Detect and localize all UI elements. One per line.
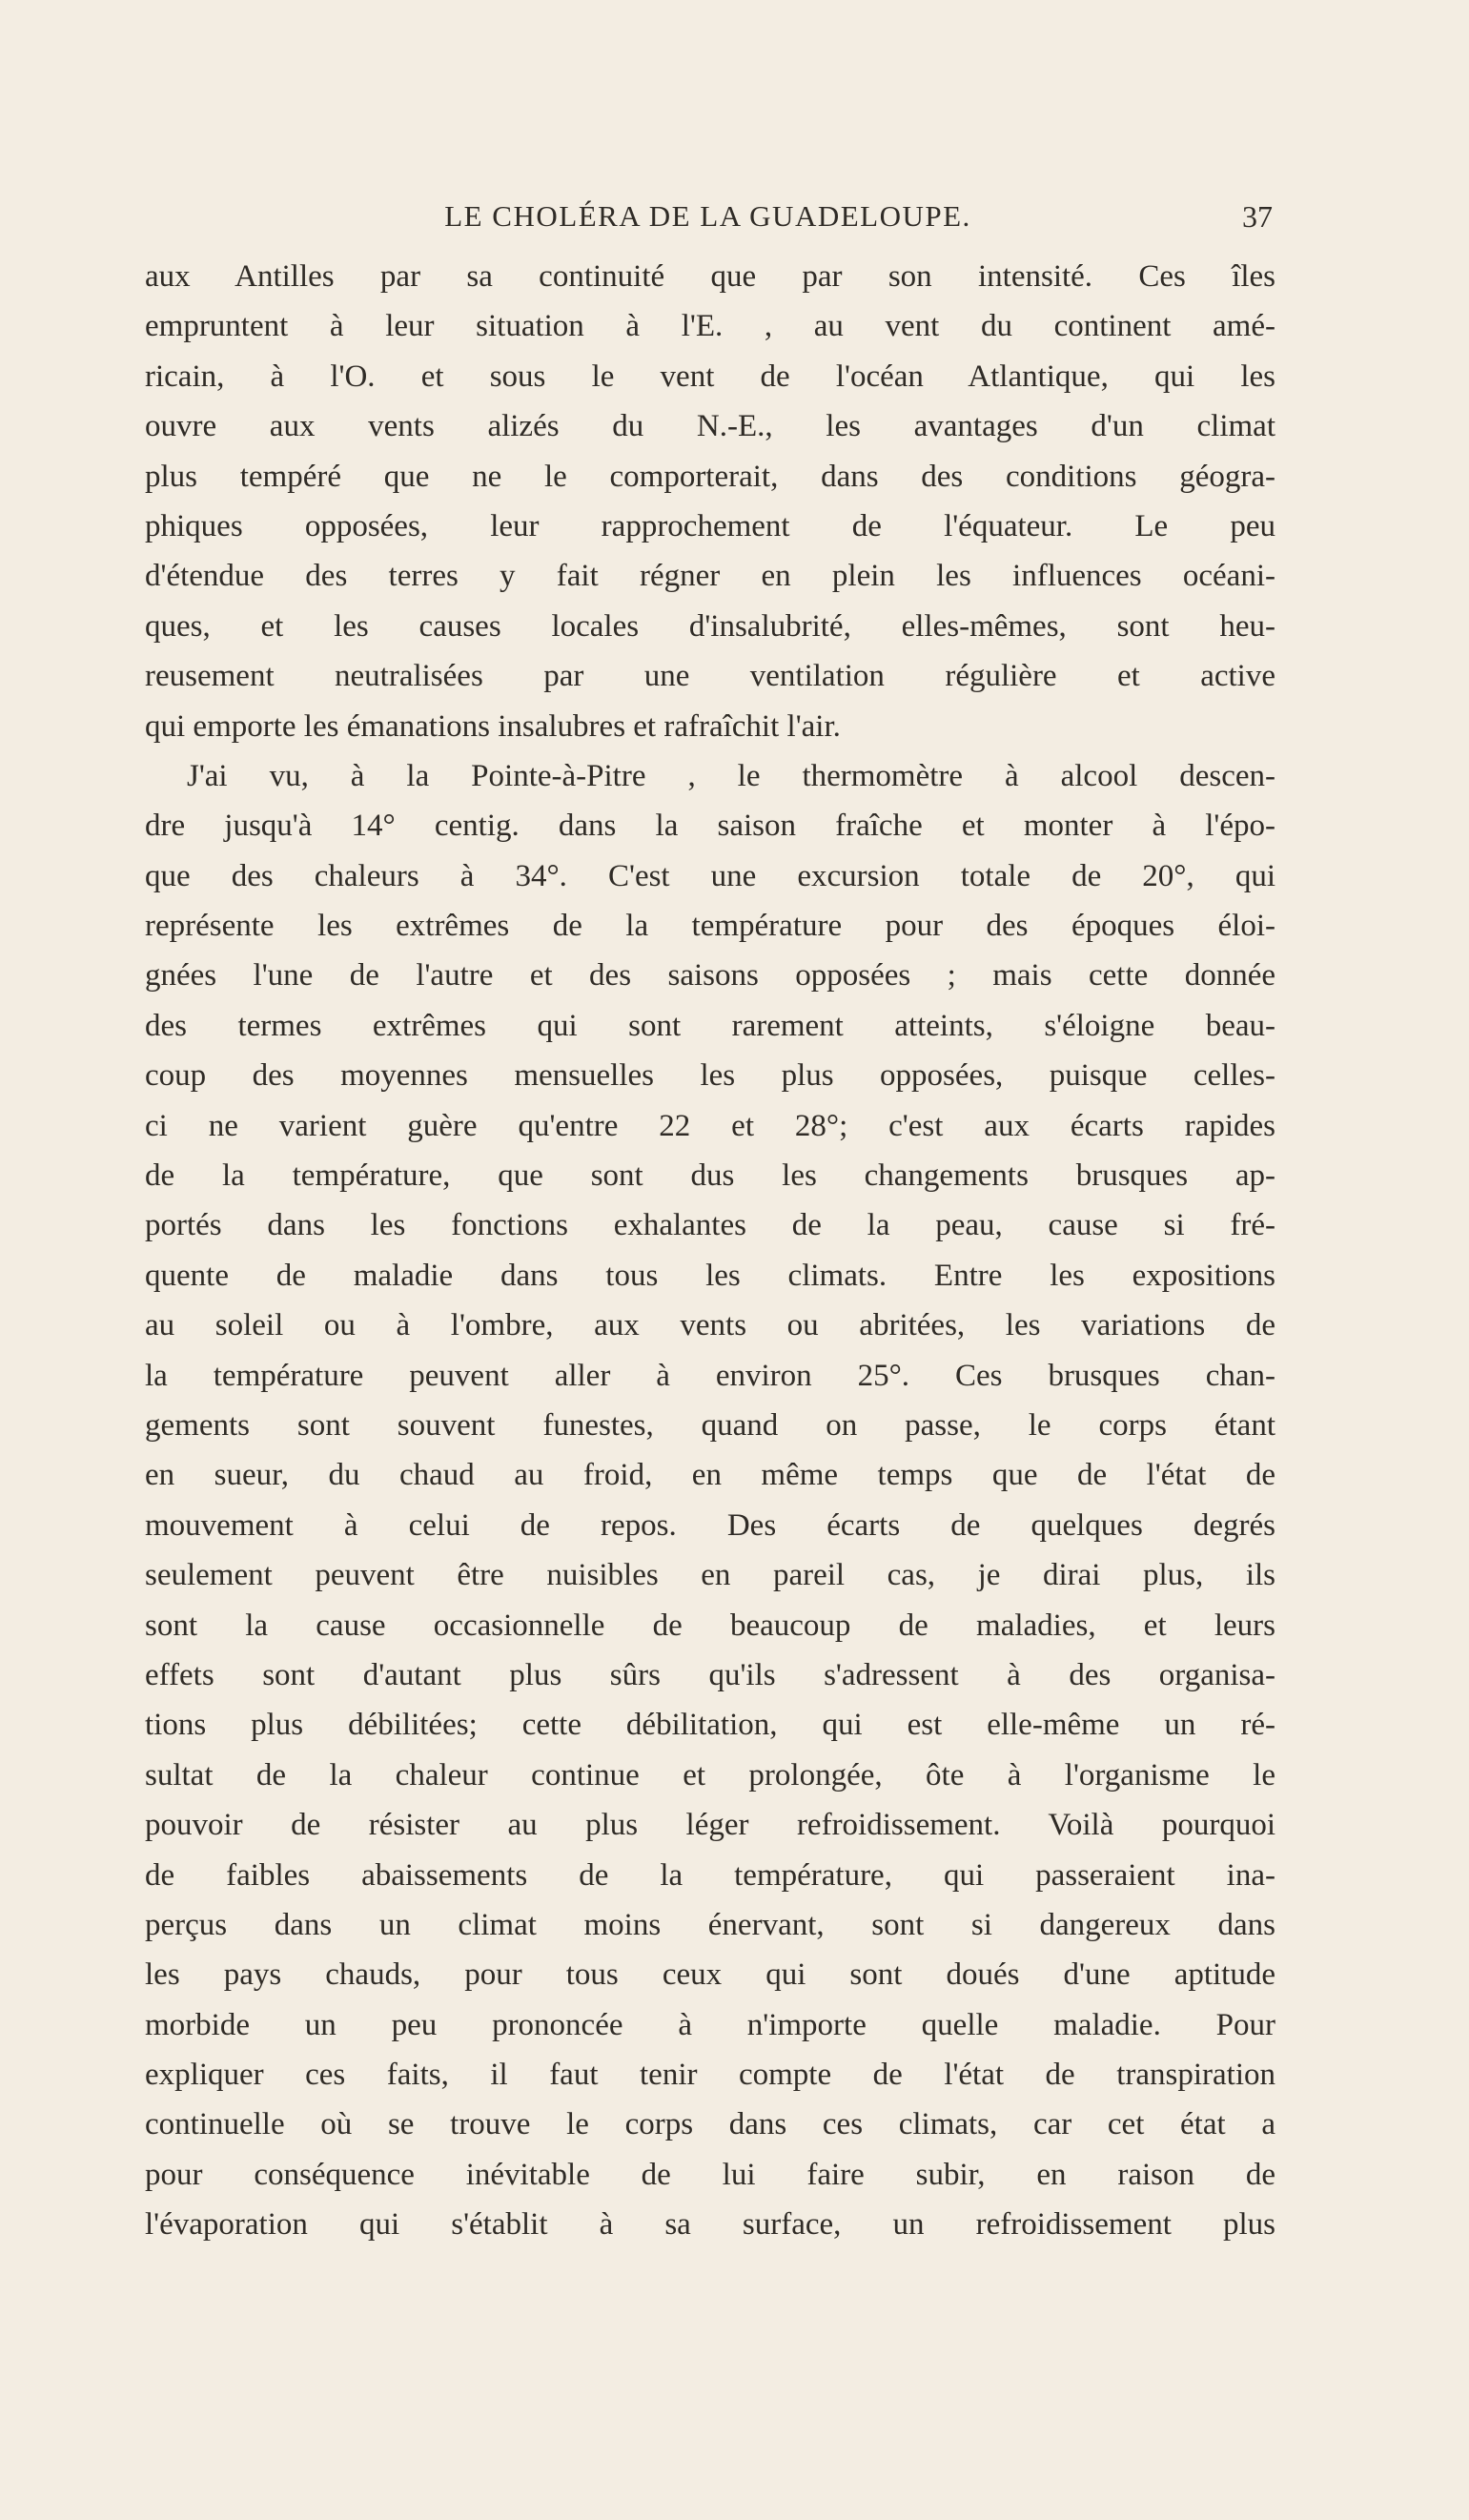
running-head bbox=[143, 195, 1273, 237]
text-line: portés dans les fonctions exhalantes de la peau, cause si fré- bbox=[145, 1208, 1275, 1243]
text-line: reusement neutralisées par une ventilation régulière et active bbox=[145, 659, 1275, 694]
body-text bbox=[145, 252, 1275, 2250]
text-line: effets sont d'autant plus sûrs qu'ils s'adressent à des organisa- bbox=[145, 1657, 1275, 1692]
text-line: la température peuvent aller à environ 25°. Ces brusques chan- bbox=[145, 1358, 1275, 1393]
text-line: tions plus débilitées; cette débilitation, qui est elle-même un ré- bbox=[145, 1708, 1275, 1743]
text-line: des termes extrêmes qui sont rarement atteints, s'éloigne beau- bbox=[145, 1008, 1275, 1043]
text-line: ques, et les causes locales d'insalubrité, elles-mêmes, sont heu- bbox=[145, 608, 1275, 644]
text-line: perçus dans un climat moins énervant, sont si dangereux dans bbox=[145, 1907, 1275, 1942]
text-line: au soleil ou à l'ombre, aux vents ou abritées, les variations de bbox=[145, 1308, 1275, 1343]
text-line: gements sont souvent funestes, quand on passe, le corps étant bbox=[145, 1407, 1275, 1443]
text-line: seulement peuvent être nuisibles en pareil cas, je dirai plus, ils bbox=[145, 1558, 1275, 1593]
text-line: les pays chauds, pour tous ceux qui sont doués d'une aptitude bbox=[145, 1957, 1275, 1993]
text-line: ci ne varient guère qu'entre 22 et 28°; c'est aux écarts rapides bbox=[145, 1108, 1275, 1143]
text-line: continuelle où se trouve le corps dans ces climats, car cet état a bbox=[145, 2107, 1275, 2142]
text-line: gnées l'une de l'autre et des saisons opposées ; mais cette donnée bbox=[145, 958, 1275, 994]
text-line: expliquer ces faits, il faut tenir compte de l'état de transpiration bbox=[145, 2058, 1275, 2093]
text-line: mouvement à celui de repos. Des écarts de quelques degrés bbox=[145, 1507, 1275, 1543]
text-line: phiques opposées, leur rapprochement de l'équateur. Le peu bbox=[145, 508, 1275, 543]
text-line: en sueur, du chaud au froid, en même temps que de l'état de bbox=[145, 1458, 1275, 1493]
running-title: LE CHOLÉRA DE LA GUADELOUPE. bbox=[444, 199, 971, 233]
text-line: sultat de la chaleur continue et prolongée, ôte à l'organisme le bbox=[145, 1757, 1275, 1793]
text-line: ricain, à l'O. et sous le vent de l'océan Atlantique, qui les bbox=[145, 359, 1275, 394]
text-line: aux Antilles par sa continuité que par son intensité. Ces îles bbox=[145, 259, 1275, 294]
text-line: que des chaleurs à 34°. C'est une excursion totale de 20°, qui bbox=[145, 858, 1275, 893]
text-line: coup des moyennes mensuelles les plus opposées, puisque celles- bbox=[145, 1058, 1275, 1094]
text-line: de la température, que sont dus les changements brusques ap- bbox=[145, 1158, 1275, 1194]
text-line: quente de maladie dans tous les climats. Entre les expositions bbox=[145, 1258, 1275, 1293]
text-line: dre jusqu'à 14° centig. dans la saison fraîche et monter à l'épo- bbox=[145, 809, 1275, 844]
text-line: plus tempéré que ne le comporterait, dans des conditions géogra- bbox=[145, 459, 1275, 494]
text-line: de faibles abaissements de la température, qui passeraient ina- bbox=[145, 1857, 1275, 1893]
text-line: pouvoir de résister au plus léger refroidissement. Voilà pourquoi bbox=[145, 1808, 1275, 1843]
text-line: représente les extrêmes de la température pour des époques éloi- bbox=[145, 909, 1275, 944]
page-number: 37 bbox=[1242, 199, 1273, 234]
text-line: d'étendue des terres y fait régner en plein les influences océani- bbox=[145, 559, 1275, 594]
text-line: J'ai vu, à la Pointe-à-Pitre , le thermomètre à alcool descen- bbox=[187, 758, 1275, 793]
text-line: morbide un peu prononcée à n'importe quelle maladie. Pour bbox=[145, 2007, 1275, 2042]
text-line: ouvre aux vents alizés du N.-E., les avantages d'un climat bbox=[145, 409, 1275, 444]
text-line: empruntent à leur situation à l'E. , au vent du continent amé- bbox=[145, 309, 1275, 344]
text-line: qui emporte les émanations insalubres et rafraîchit l'air. bbox=[145, 708, 841, 744]
text-line: l'évaporation qui s'établit à sa surface, un refroidissement plus bbox=[145, 2207, 1275, 2243]
text-line: sont la cause occasionnelle de beaucoup de maladies, et leurs bbox=[145, 1608, 1275, 1643]
text-line: pour conséquence inévitable de lui faire subir, en raison de bbox=[145, 2157, 1275, 2192]
